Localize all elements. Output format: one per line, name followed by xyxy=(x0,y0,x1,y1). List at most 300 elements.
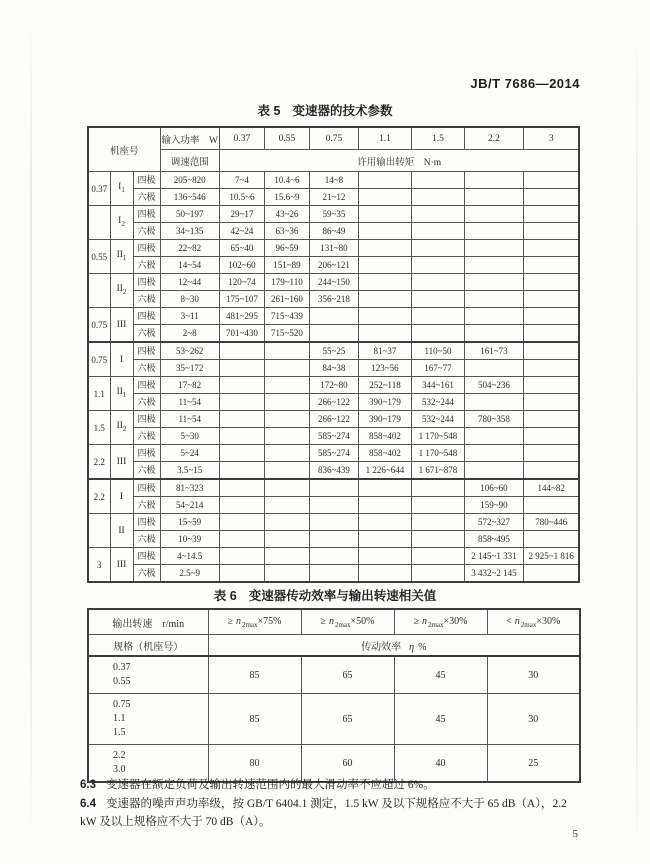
speed-range-cell: 2~8 xyxy=(160,325,219,343)
torque-value-cell xyxy=(358,497,411,514)
efficiency-value-cell: 65 xyxy=(301,656,394,694)
threshold-symbol-part: 2max xyxy=(241,620,258,629)
torque-value-cell xyxy=(358,531,411,548)
torque-value-cell: 144~82 xyxy=(523,479,579,497)
torque-value-cell: 356~218 xyxy=(309,291,358,308)
table6-efficiency-vs-speed xyxy=(87,608,581,783)
table5-title-text: 变速器的技术参数 xyxy=(292,104,393,118)
pole-count-cell: 六极 xyxy=(133,428,160,445)
frame-size-cell: 0.75 xyxy=(88,308,110,343)
frame-size-cell xyxy=(88,514,110,548)
torque-value-cell xyxy=(523,565,579,583)
torque-value-cell xyxy=(358,172,411,189)
frame-size-cell: 2.2 xyxy=(88,479,110,514)
torque-value-cell: 572~327 xyxy=(464,514,523,531)
gear-subscript: 1 xyxy=(122,390,127,399)
efficiency-value-cell: 45 xyxy=(394,656,487,694)
torque-value-cell xyxy=(358,325,411,343)
torque-value-cell xyxy=(358,223,411,240)
torque-value-cell xyxy=(264,565,309,583)
clause-6-3-text: 变速器在额定负荷及输出转速范围内的最大滑动率不应超过 6%。 xyxy=(106,779,435,791)
torque-value-cell xyxy=(464,240,523,257)
torque-value-cell xyxy=(309,514,358,531)
frame-size-cell: 3 xyxy=(88,548,110,583)
speed-threshold-header xyxy=(301,609,394,635)
efficiency-value-cell: 40 xyxy=(394,745,487,783)
torque-value-cell xyxy=(358,240,411,257)
clause-6-4-text: 变速器的噪声声功率级，按 GB/T 6404.1 测定，1.5 kW 及以下规格应不大于 65 dB（A），2.2 kW 及以上规格应不大于 70 dB（A）。 xyxy=(80,798,567,828)
torque-value-cell xyxy=(358,565,411,583)
torque-value-cell xyxy=(358,206,411,223)
threshold-symbol-part: ≥ xyxy=(413,615,419,627)
torque-value-cell xyxy=(309,325,358,343)
power-column-header: 2.2 xyxy=(464,127,523,150)
threshold-symbol-part: n xyxy=(328,615,334,627)
torque-value-cell xyxy=(411,206,464,223)
pole-count-cell: 四极 xyxy=(133,548,160,565)
speed-range-cell: 205~820 xyxy=(160,172,219,189)
pole-count-cell: 六极 xyxy=(133,325,160,343)
torque-value-cell xyxy=(264,377,309,394)
threshold-symbol-part: ×50% xyxy=(350,615,375,627)
table6-header-row-2 xyxy=(88,635,580,657)
torque-value-cell: 701~430 xyxy=(219,325,264,343)
torque-value-cell xyxy=(464,189,523,206)
gear-cell: $I_2$ xyxy=(110,206,133,240)
torque-value-cell xyxy=(411,548,464,565)
torque-value-cell xyxy=(309,548,358,565)
table5-row xyxy=(88,531,579,548)
pole-count-cell: 四极 xyxy=(133,172,160,189)
table5-body xyxy=(88,172,579,583)
torque-value-cell xyxy=(309,479,358,497)
frame-size-cell xyxy=(88,206,110,240)
torque-value-cell: 161~73 xyxy=(464,342,523,360)
torque-value-cell: 532~244 xyxy=(411,411,464,428)
torque-value-cell: 65~40 xyxy=(219,240,264,257)
torque-value-cell xyxy=(464,291,523,308)
pole-count-cell: 六极 xyxy=(133,360,160,377)
speed-range-cell: 12~44 xyxy=(160,274,219,291)
pole-count-cell: 六极 xyxy=(133,257,160,274)
torque-value-cell xyxy=(358,479,411,497)
torque-value-cell: 159~90 xyxy=(464,497,523,514)
torque-value-cell: 123~56 xyxy=(358,360,411,377)
gear-cell: I xyxy=(110,342,133,377)
gear-subscript: 1 xyxy=(122,253,127,262)
torque-value-cell: 110~50 xyxy=(411,342,464,360)
pole-count-cell: 四极 xyxy=(133,342,160,360)
torque-value-cell: 1 226~644 xyxy=(358,462,411,480)
gear-cell: III xyxy=(110,445,133,480)
torque-value-cell: 43~26 xyxy=(264,206,309,223)
torque-value-cell: 836~439 xyxy=(309,462,358,480)
gear-cell: $II_2$ xyxy=(110,274,133,308)
torque-value-cell: 1 170~548 xyxy=(411,428,464,445)
threshold-symbol-part: n xyxy=(514,615,520,627)
torque-value-cell: 59~35 xyxy=(309,206,358,223)
speed-range-cell: 54~214 xyxy=(160,497,219,514)
torque-value-cell xyxy=(264,531,309,548)
clause-6-4-number: 6.4 xyxy=(80,798,96,811)
efficiency-prefix: 传动效率 xyxy=(361,641,402,653)
table5-row xyxy=(88,497,579,514)
torque-value-cell: 261~160 xyxy=(264,291,309,308)
speed-range-cell: 81~323 xyxy=(160,479,219,497)
table5-row xyxy=(88,206,579,223)
torque-value-cell xyxy=(411,308,464,325)
torque-value-cell: 84~38 xyxy=(309,360,358,377)
torque-value-cell: 1 671~878 xyxy=(411,462,464,480)
gear-cell: III xyxy=(110,308,133,343)
torque-value-cell: 179~110 xyxy=(264,274,309,291)
table5-row xyxy=(88,462,579,480)
efficiency-value-cell: 85 xyxy=(208,656,301,694)
torque-value-cell: 585~274 xyxy=(309,445,358,462)
efficiency-value-cell: 30 xyxy=(487,694,580,745)
table5-row xyxy=(88,428,579,445)
speed-range-header: 调速范围 xyxy=(160,150,219,172)
speed-range-cell: 11~54 xyxy=(160,411,219,428)
torque-value-cell: 106~60 xyxy=(464,479,523,497)
torque-value-cell: 63~36 xyxy=(264,223,309,240)
table5-row xyxy=(88,172,579,189)
gear-cell: I xyxy=(110,479,133,514)
efficiency-value-cell: 60 xyxy=(301,745,394,783)
efficiency-value-cell: 30 xyxy=(487,656,580,694)
torque-value-cell xyxy=(464,445,523,462)
table5-row xyxy=(88,189,579,206)
table5-row xyxy=(88,548,579,565)
scan-edge-right xyxy=(636,0,638,864)
torque-value-cell xyxy=(523,445,579,462)
torque-value-cell: 252~118 xyxy=(358,377,411,394)
pole-count-cell: 四极 xyxy=(133,411,160,428)
torque-value-cell: 14~8 xyxy=(309,172,358,189)
speed-threshold-header xyxy=(487,609,580,635)
table5-row xyxy=(88,308,579,325)
threshold-symbol-part: ×75% xyxy=(257,615,282,627)
torque-value-cell xyxy=(219,514,264,531)
table5-row xyxy=(88,325,579,343)
frame-size-header: 机座号 xyxy=(88,127,160,172)
torque-value-cell xyxy=(411,291,464,308)
torque-value-cell xyxy=(411,223,464,240)
torque-value-cell xyxy=(264,394,309,411)
speed-range-cell: 5~30 xyxy=(160,428,219,445)
torque-value-cell: 504~236 xyxy=(464,377,523,394)
torque-value-cell xyxy=(523,325,579,343)
table6-row xyxy=(88,694,580,745)
torque-value-cell xyxy=(523,462,579,480)
pole-count-cell: 六极 xyxy=(133,291,160,308)
torque-value-cell xyxy=(309,531,358,548)
torque-value-cell: 167~77 xyxy=(411,360,464,377)
standard-reference: JB/T 7686—2014 xyxy=(470,76,580,91)
torque-value-cell xyxy=(523,274,579,291)
torque-value-cell xyxy=(264,497,309,514)
speed-threshold-header xyxy=(208,609,301,635)
torque-value-cell xyxy=(523,257,579,274)
torque-value-cell xyxy=(219,479,264,497)
torque-value-cell xyxy=(219,394,264,411)
speed-range-cell: 53~262 xyxy=(160,342,219,360)
torque-value-cell xyxy=(219,497,264,514)
pole-count-cell: 六极 xyxy=(133,497,160,514)
torque-value-cell: 266~122 xyxy=(309,411,358,428)
torque-value-cell: 390~179 xyxy=(358,411,411,428)
torque-value-cell: 858~495 xyxy=(464,531,523,548)
table5-header-row-1 xyxy=(88,127,579,150)
torque-value-cell xyxy=(358,274,411,291)
torque-value-cell: 55~25 xyxy=(309,342,358,360)
clause-notes xyxy=(80,777,582,833)
torque-value-cell xyxy=(309,308,358,325)
torque-value-cell xyxy=(358,257,411,274)
efficiency-value-cell: 45 xyxy=(394,694,487,745)
table5-row xyxy=(88,479,579,497)
frame-size-cell: 1.5 xyxy=(88,411,110,445)
power-column-header: 0.55 xyxy=(264,127,309,150)
torque-value-cell xyxy=(464,257,523,274)
speed-range-cell: 22~82 xyxy=(160,240,219,257)
torque-value-cell: 344~161 xyxy=(411,377,464,394)
torque-value-cell xyxy=(464,360,523,377)
power-column-header: 1.1 xyxy=(358,127,411,150)
speed-range-cell: 3.5~15 xyxy=(160,462,219,480)
frame-size-cell: 0.75 xyxy=(88,342,110,377)
gear-cell: $II_2$ xyxy=(110,411,133,445)
spec-line: 3.0 xyxy=(113,764,126,775)
torque-value-cell: 481~295 xyxy=(219,308,264,325)
torque-value-cell xyxy=(523,411,579,428)
torque-value-cell: 3 432~2 145 xyxy=(464,565,523,583)
table5-row xyxy=(88,411,579,428)
power-column-header: 3 xyxy=(523,127,579,150)
threshold-symbol-part: ≥ xyxy=(227,615,233,627)
pole-count-cell: 六极 xyxy=(133,394,160,411)
torque-value-cell xyxy=(219,531,264,548)
pole-count-cell: 四极 xyxy=(133,445,160,462)
threshold-symbol-part: n xyxy=(421,615,427,627)
pole-count-cell: 六极 xyxy=(133,223,160,240)
spec-line: 1.1 xyxy=(113,713,126,724)
pole-count-cell: 六极 xyxy=(133,565,160,583)
spec-frame-cell xyxy=(88,656,208,694)
torque-value-cell xyxy=(411,189,464,206)
spec-line: 2.2 xyxy=(113,750,126,761)
torque-value-cell xyxy=(411,565,464,583)
speed-range-cell: 136~546 xyxy=(160,189,219,206)
pole-count-cell: 四极 xyxy=(133,274,160,291)
gear-cell: $II_1$ xyxy=(110,377,133,411)
torque-value-cell: 96~59 xyxy=(264,240,309,257)
torque-value-cell xyxy=(411,531,464,548)
torque-value-cell xyxy=(411,257,464,274)
torque-value-cell: 7~4 xyxy=(219,172,264,189)
torque-value-cell: 206~121 xyxy=(309,257,358,274)
frame-size-cell: 2.2 xyxy=(88,445,110,480)
gear-cell: II xyxy=(110,514,133,548)
table5-row xyxy=(88,360,579,377)
torque-value-cell xyxy=(264,462,309,480)
torque-value-cell xyxy=(523,291,579,308)
threshold-symbol-part: < xyxy=(506,615,512,627)
torque-value-cell xyxy=(464,428,523,445)
table5-row xyxy=(88,274,579,291)
torque-value-cell: 715~520 xyxy=(264,325,309,343)
torque-value-cell xyxy=(523,531,579,548)
torque-value-cell xyxy=(264,479,309,497)
table5-title-label: 表 5 xyxy=(257,104,281,118)
torque-value-cell xyxy=(464,462,523,480)
speed-range-cell: 11~54 xyxy=(160,394,219,411)
torque-value-cell: 858~402 xyxy=(358,445,411,462)
gear-subscript: 2 xyxy=(121,219,125,228)
threshold-symbol-part: ×30% xyxy=(536,615,561,627)
torque-value-cell: 2 925~1 816 xyxy=(523,548,579,565)
torque-value-cell xyxy=(264,428,309,445)
table5-row xyxy=(88,565,579,583)
threshold-symbol-part: 2max xyxy=(520,620,537,629)
torque-value-cell xyxy=(411,240,464,257)
input-power-header: 输入功率 W xyxy=(160,127,219,150)
table6-header-row-1 xyxy=(88,609,580,635)
torque-value-cell: 151~89 xyxy=(264,257,309,274)
spec-frame-header: 规格（机座号） xyxy=(88,635,208,657)
table6-body xyxy=(88,656,580,782)
efficiency-symbol: η xyxy=(409,641,415,653)
table5-row xyxy=(88,445,579,462)
power-column-header: 0.37 xyxy=(219,127,264,150)
gear-cell: III xyxy=(110,548,133,583)
speed-range-cell: 14~54 xyxy=(160,257,219,274)
torque-value-cell xyxy=(411,479,464,497)
threshold-symbol-part: ≥ xyxy=(320,615,326,627)
efficiency-suffix: % xyxy=(418,641,427,653)
torque-value-cell: 780~358 xyxy=(464,411,523,428)
torque-value-cell: 266~122 xyxy=(309,394,358,411)
speed-range-cell: 50~197 xyxy=(160,206,219,223)
frame-size-cell: 0.55 xyxy=(88,240,110,274)
torque-value-cell xyxy=(219,411,264,428)
torque-value-cell: 42~24 xyxy=(219,223,264,240)
gear-subscript: 2 xyxy=(122,424,127,433)
torque-value-cell xyxy=(523,206,579,223)
torque-value-cell xyxy=(464,394,523,411)
table5-title xyxy=(0,101,650,119)
torque-value-cell: 244~150 xyxy=(309,274,358,291)
pole-count-cell: 四极 xyxy=(133,240,160,257)
torque-value-cell xyxy=(411,325,464,343)
torque-value-cell xyxy=(464,223,523,240)
frame-size-cell xyxy=(88,274,110,308)
torque-value-cell xyxy=(523,360,579,377)
spec-line: 0.55 xyxy=(113,676,131,687)
pole-count-cell: 四极 xyxy=(133,479,160,497)
speed-range-cell: 3~11 xyxy=(160,308,219,325)
torque-value-cell xyxy=(523,377,579,394)
speed-range-cell: 8~30 xyxy=(160,291,219,308)
torque-value-cell: 172~80 xyxy=(309,377,358,394)
torque-value-cell: 86~49 xyxy=(309,223,358,240)
torque-value-cell: 10.5~6 xyxy=(219,189,264,206)
threshold-symbol-part: 2max xyxy=(427,620,444,629)
torque-value-cell xyxy=(464,172,523,189)
torque-value-cell xyxy=(464,274,523,291)
scan-edge-left xyxy=(30,0,32,864)
table5-row xyxy=(88,342,579,360)
table5-row xyxy=(88,377,579,394)
torque-value-cell xyxy=(358,548,411,565)
pole-count-cell: 六极 xyxy=(133,189,160,206)
torque-value-cell: 858~402 xyxy=(358,428,411,445)
torque-value-cell xyxy=(464,325,523,343)
torque-value-cell: 15.6~9 xyxy=(264,189,309,206)
speed-threshold-header xyxy=(394,609,487,635)
torque-value-cell xyxy=(523,394,579,411)
torque-value-cell: 532~244 xyxy=(411,394,464,411)
spec-frame-cell xyxy=(88,694,208,745)
table5-row xyxy=(88,223,579,240)
torque-value-cell: 81~37 xyxy=(358,342,411,360)
threshold-symbol-part: 2max xyxy=(334,620,351,629)
speed-range-cell: 10~39 xyxy=(160,531,219,548)
speed-range-cell: 4~14.5 xyxy=(160,548,219,565)
table5-header-row-2 xyxy=(88,150,579,172)
torque-value-cell xyxy=(264,514,309,531)
table5-row xyxy=(88,291,579,308)
torque-value-cell xyxy=(411,514,464,531)
pole-count-cell: 四极 xyxy=(133,308,160,325)
torque-value-cell xyxy=(358,514,411,531)
torque-value-cell: 780~446 xyxy=(523,514,579,531)
speed-range-cell: 15~59 xyxy=(160,514,219,531)
clause-6-4 xyxy=(80,796,582,831)
output-speed-header: 输出转速 r/min xyxy=(88,609,208,635)
spec-line: 0.37 xyxy=(113,662,131,673)
torque-value-cell xyxy=(411,172,464,189)
pole-count-cell: 六极 xyxy=(133,531,160,548)
torque-value-cell: 1 170~548 xyxy=(411,445,464,462)
torque-value-cell: 390~179 xyxy=(358,394,411,411)
torque-value-cell xyxy=(523,428,579,445)
torque-value-cell xyxy=(523,240,579,257)
torque-value-cell xyxy=(358,189,411,206)
threshold-symbol-part: n xyxy=(235,615,241,627)
efficiency-value-cell: 85 xyxy=(208,694,301,745)
torque-value-cell xyxy=(219,360,264,377)
efficiency-value-cell: 25 xyxy=(487,745,580,783)
torque-value-cell xyxy=(264,445,309,462)
speed-range-cell: 2.5~9 xyxy=(160,565,219,583)
allowed-torque-header: 许用输出转矩 N·m xyxy=(219,150,579,172)
table6-title xyxy=(0,586,650,604)
torque-value-cell xyxy=(219,462,264,480)
torque-value-cell xyxy=(464,308,523,325)
table6-title-label: 表 6 xyxy=(213,589,237,603)
table5-transmission-parameters xyxy=(87,126,580,583)
efficiency-header xyxy=(208,635,580,657)
gear-cell: $I_1$ xyxy=(110,172,133,206)
torque-value-cell xyxy=(219,377,264,394)
torque-value-cell xyxy=(523,223,579,240)
table5-row xyxy=(88,257,579,274)
spec-line: 1.5 xyxy=(113,727,126,738)
table5-row xyxy=(88,394,579,411)
power-column-header: 1.5 xyxy=(411,127,464,150)
torque-value-cell: 175~107 xyxy=(219,291,264,308)
